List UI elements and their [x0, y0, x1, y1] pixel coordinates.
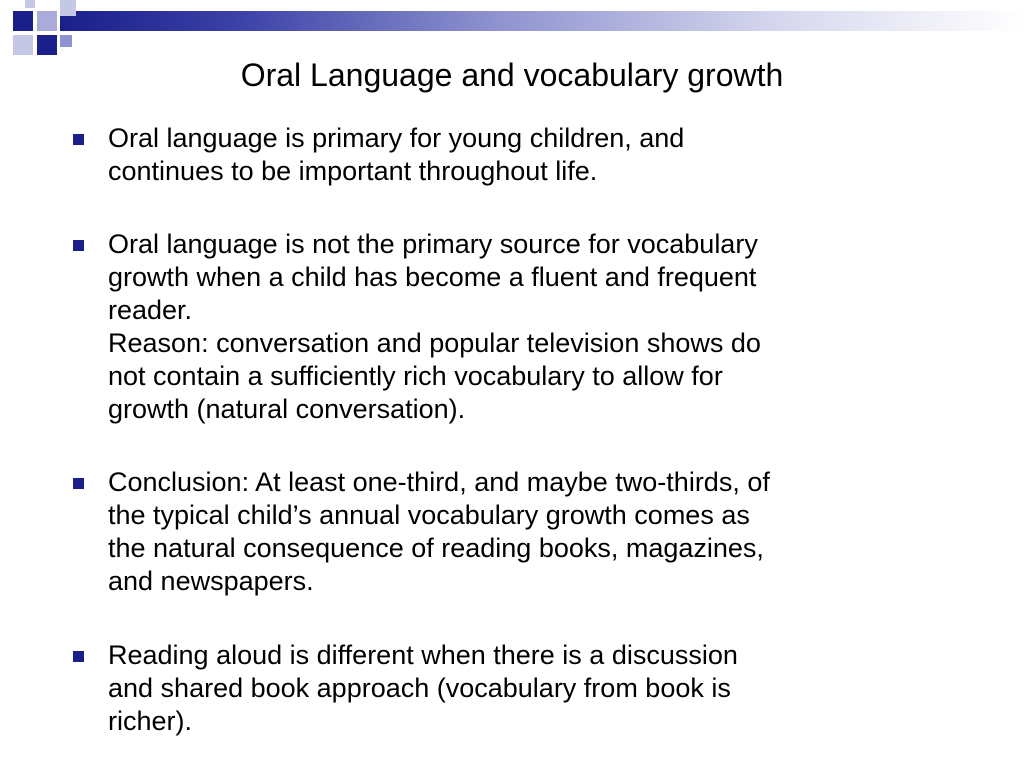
bullet-line: and newspapers. — [108, 566, 314, 596]
bullet-line: the natural consequence of reading books, magazines, — [108, 533, 764, 563]
bullet-line: and shared book approach (vocabulary from book is — [108, 673, 731, 703]
bullet-line: growth when a child has become a fluent and frequent — [108, 262, 757, 292]
bullet-square-icon — [73, 478, 84, 489]
bullet-text — [108, 639, 968, 738]
bullet-line: reader. — [108, 295, 193, 325]
bullet-text — [108, 466, 968, 598]
bullet-line: Oral language is not the primary source for vocabulary — [108, 229, 758, 259]
bullet-line: growth (natural conversation). — [108, 394, 466, 424]
bullet-line: Conclusion: At least one-third, and maybe two-thirds, of — [108, 467, 770, 497]
bullet-square-icon — [73, 651, 84, 662]
bullet-square-icon — [73, 240, 84, 251]
bullet-line: Oral language is primary for young children, and — [108, 123, 685, 153]
bullet-line: Reading aloud is different when there is a discussion — [108, 640, 738, 670]
bullet-line: Reason: conversation and popular television shows do — [108, 328, 761, 358]
bullet-square-icon — [73, 134, 84, 145]
slide-title: Oral Language and vocabulary growth — [240, 57, 784, 93]
bullet-line: the typical child’s annual vocabulary growth comes as — [108, 500, 750, 530]
bullet-text — [108, 228, 968, 426]
bullet-line: not contain a sufficiently rich vocabulary to allow for — [108, 361, 723, 391]
bullet-line: continues to be important throughout life. — [108, 156, 598, 186]
bullet-line: richer). — [108, 706, 193, 736]
bullet-text — [108, 122, 968, 188]
